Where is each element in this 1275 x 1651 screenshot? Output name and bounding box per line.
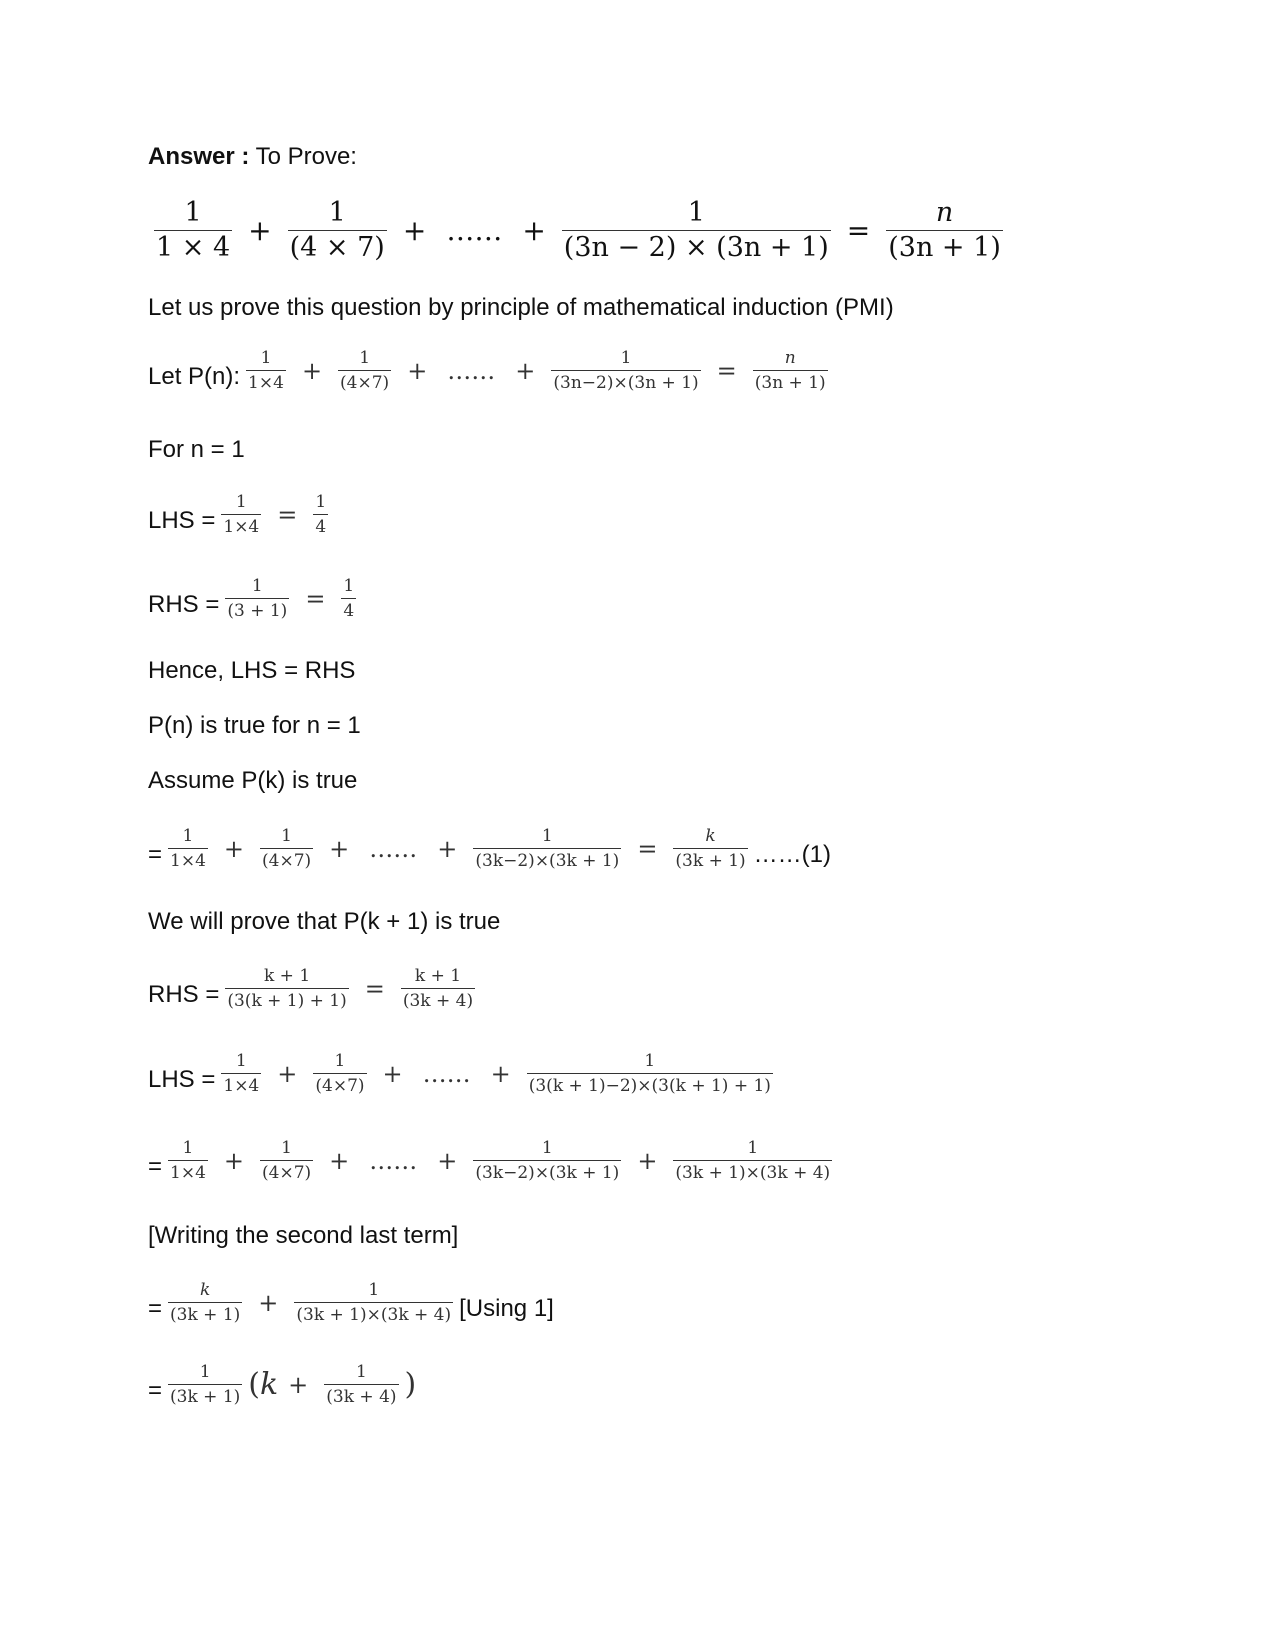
fraction: $\frac{1}{1\times 4}$ — [248, 348, 284, 393]
assumption-equation: = $\frac{1}{1\times 4}$ + $\frac{1}{(4\times 7)}$ + …… + $\frac{1}{(3k-2)\times(3k + 1)}$ = $\frac{k}{(3k + 1)}$ ……(1) — [148, 826, 832, 871]
lhs-label: LHS = — [148, 507, 216, 534]
fraction: $\frac{1}{(4 \times 7)}$ — [289, 197, 385, 263]
fraction: $\frac{1}{(3 + 1)}$ — [227, 576, 288, 621]
fraction: $\frac{1}{(3k-2)\times(3k + 1)}$ — [475, 1138, 620, 1183]
fraction: $\frac{1}{1\times 4}$ — [170, 1138, 206, 1183]
fraction: $\frac{1}{(4\times 7)}$ — [262, 826, 312, 871]
equation-number: ……(1) — [753, 841, 832, 868]
fraction: $\frac{1}{(3(k + 1)-2)\times(3(k + 1) + 1)}$ — [528, 1051, 771, 1096]
using1-equation: = $\frac{k}{(3k + 1)}$ + $\frac{1}{(3k + 1)\times(3k + 4)}$ [Using 1] — [148, 1280, 554, 1325]
fraction: $\frac{1}{1\times 4}$ — [170, 826, 206, 871]
prove-k1-text: We will prove that P(k + 1) is true — [148, 908, 501, 935]
fraction: $\frac{k}{(3k + 1)}$ — [675, 826, 746, 871]
lhs-label: LHS = — [148, 1066, 216, 1093]
fraction: $\frac{1}{4}$ — [315, 492, 327, 537]
fraction: $\frac{k}{(3k + 1)}$ — [170, 1280, 241, 1325]
for-n1-text: For n = 1 — [148, 436, 245, 463]
fraction: $\frac{1}{(3k + 1)\times(3k + 4)}$ — [675, 1138, 831, 1183]
fraction: $\frac{n}{(3n + 1)}$ — [888, 197, 1001, 263]
main-expression: $\frac{1}{1 \times 4}$ + $\frac{1}{(4 \times 7)}$ + …… + $\frac{1}{(3n - 2) \times (3n + 1)}$ = $\frac{n}{(3n + 1)}$ — [156, 197, 1001, 263]
fraction: $\frac{n}{(3n + 1)}$ — [754, 348, 826, 393]
rhs-label: RHS = — [148, 981, 220, 1008]
using1-note: [Using 1] — [459, 1295, 554, 1322]
rhs-label: RHS = — [148, 591, 220, 618]
main-equation — [148, 196, 1009, 265]
hence-text: Hence, LHS = RHS — [148, 657, 356, 684]
fraction: $\frac{1}{(3k-2)\times(3k + 1)}$ — [475, 826, 620, 871]
fraction: $\frac{1}{1\times 4}$ — [223, 492, 260, 537]
lhs-n1-equation: LHS = $\frac{1}{1\times 4}$ = $\frac{1}{4}$ — [148, 492, 327, 537]
fraction: $\frac{k + 1}{(3k + 4)}$ — [402, 966, 474, 1011]
expanded-equation: = $\frac{1}{1\times 4}$ + $\frac{1}{(4\times 7)}$ + …… + $\frac{1}{(3k-2)\times(3k + 1)}$ + $\frac{1}{(3k + 1)\times(3k + 4)}$ — [148, 1138, 831, 1183]
rhs-n1-equation: RHS = $\frac{1}{(3 + 1)}$ = $\frac{1}{4}$ — [148, 576, 355, 621]
fraction: $\frac{1}{(4\times 7)}$ — [262, 1138, 312, 1183]
fraction: $\frac{k + 1}{(3(k + 1) + 1)}$ — [227, 966, 347, 1011]
answer-line — [148, 143, 357, 171]
assume-text: Assume P(k) is true — [148, 767, 358, 794]
answer-label: Answer : — [148, 143, 250, 170]
lhs-k1-equation: LHS = $\frac{1}{1\times 4}$ + $\frac{1}{(4\times 7)}$ + …… + $\frac{1}{(3(k + 1)-2)\times(3(k + 1) + 1)}$ — [148, 1051, 771, 1096]
answer-text: To Prove: — [255, 143, 357, 170]
fraction: $\frac{1}{(3n-2)\times(3n + 1)}$ — [553, 348, 699, 393]
let-pn-label: Let P(n): — [148, 363, 241, 390]
let-pn-equation: Let P(n): $\frac{1}{1\times 4}$ + $\frac{1}{(4\times 7)}$ + …… + $\frac{1}{(3n-2)\times(3n + 1)}$ = $\frac{n}{(3n + 1)}$ — [148, 348, 826, 393]
fraction: $\frac{1}{1 \times 4}$ — [156, 197, 231, 263]
factored-equation: = $\frac{1}{(3k + 1)}$ ( k + $\frac{1}{(3k + 4)}$ ) — [148, 1362, 417, 1407]
fraction: $\frac{1}{(4\times 7)}$ — [315, 1051, 365, 1096]
rhs-k1-equation: RHS = $\frac{k + 1}{(3(k + 1) + 1)}$ = $\frac{k + 1}{(3k + 4)}$ — [148, 966, 474, 1011]
fraction: $\frac{1}{(4\times 7)}$ — [340, 348, 390, 393]
second-last-text: [Writing the second last term] — [148, 1222, 459, 1249]
fraction: $\frac{1}{1\times 4}$ — [223, 1051, 260, 1096]
fraction: $\frac{1}{4}$ — [343, 576, 355, 621]
fraction: $\frac{1}{(3k + 1)}$ — [170, 1362, 241, 1407]
pn-true-text: P(n) is true for n = 1 — [148, 712, 361, 739]
fraction: $\frac{1}{(3n - 2) \times (3n + 1)}$ — [563, 197, 829, 263]
pmi-text: Let us prove this question by principle of mathematical induction (PMI) — [148, 294, 894, 321]
fraction: $\frac{1}{(3k + 4)}$ — [326, 1362, 397, 1407]
fraction: $\frac{1}{(3k + 1)\times(3k + 4)}$ — [296, 1280, 452, 1325]
